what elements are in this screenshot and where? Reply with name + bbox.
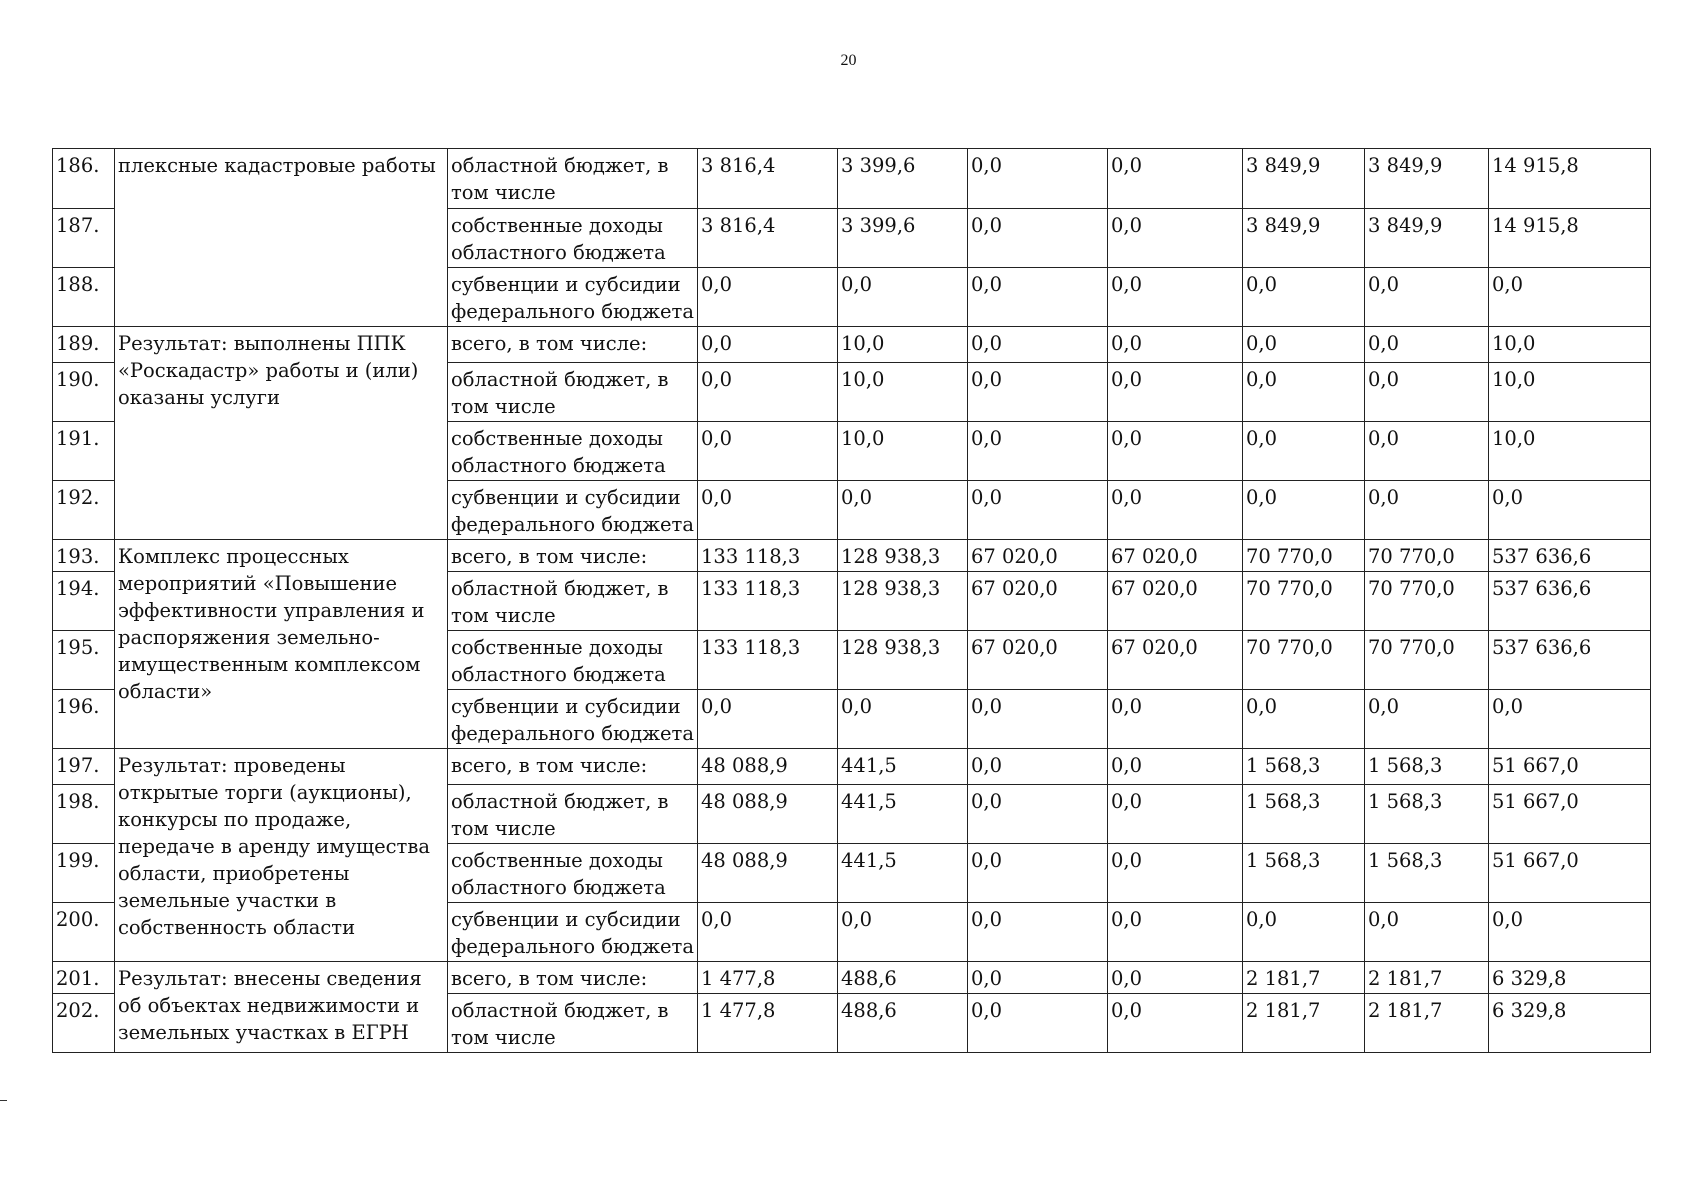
value-cell: 2 181,7 [1365,962,1489,994]
value-cell: 0,0 [968,422,1108,481]
budget-table [52,148,1651,1053]
funding-source: областной бюджет, в том числе [448,363,698,422]
value-cell: 3 849,9 [1243,209,1365,268]
value-cell: 0,0 [698,481,838,540]
total-value-cell: 10,0 [1489,327,1651,363]
value-cell: 70 770,0 [1365,572,1489,631]
value-cell: 67 020,0 [1108,572,1243,631]
value-cell: 0,0 [1365,690,1489,749]
value-cell: 0,0 [1108,209,1243,268]
row-number: 200. [53,903,115,962]
table-row [53,149,1651,209]
value-cell: 0,0 [1365,903,1489,962]
value-cell: 0,0 [1243,422,1365,481]
value-cell: 1 568,3 [1243,749,1365,785]
total-value-cell: 0,0 [1489,268,1651,327]
value-cell: 0,0 [1108,422,1243,481]
value-cell: 0,0 [1108,785,1243,844]
row-number: 202. [53,994,115,1053]
row-number: 201. [53,962,115,994]
value-cell: 0,0 [698,690,838,749]
value-cell: 488,6 [838,994,968,1053]
value-cell: 67 020,0 [968,572,1108,631]
total-value-cell: 537 636,6 [1489,631,1651,690]
value-cell: 0,0 [1108,962,1243,994]
value-cell: 10,0 [838,422,968,481]
value-cell: 0,0 [968,149,1108,209]
value-cell: 0,0 [1108,268,1243,327]
value-cell: 67 020,0 [968,540,1108,572]
value-cell: 67 020,0 [1108,631,1243,690]
value-cell: 70 770,0 [1243,540,1365,572]
row-number: 196. [53,690,115,749]
funding-source: субвенции и субсидии федерального бюджета [448,481,698,540]
value-cell: 3 816,4 [698,149,838,209]
value-cell: 0,0 [1365,327,1489,363]
value-cell: 1 568,3 [1243,844,1365,903]
value-cell: 0,0 [1243,327,1365,363]
funding-source: собственные доходы областного бюджета [448,844,698,903]
value-cell: 0,0 [1243,268,1365,327]
total-value-cell: 0,0 [1489,481,1651,540]
total-value-cell: 0,0 [1489,903,1651,962]
funding-source: областной бюджет, в том числе [448,572,698,631]
funding-source: всего, в том числе: [448,962,698,994]
value-cell: 0,0 [968,268,1108,327]
funding-source: областной бюджет, в том числе [448,994,698,1053]
value-cell: 0,0 [1365,481,1489,540]
funding-source: субвенции и субсидии федерального бюджета [448,268,698,327]
value-cell: 0,0 [968,481,1108,540]
funding-source: областной бюджет, в том числе [448,785,698,844]
value-cell: 67 020,0 [1108,540,1243,572]
value-cell: 67 020,0 [968,631,1108,690]
value-cell: 3 816,4 [698,209,838,268]
value-cell: 0,0 [968,903,1108,962]
value-cell: 2 181,7 [1365,994,1489,1053]
value-cell: 0,0 [968,749,1108,785]
funding-source: собственные доходы областного бюджета [448,422,698,481]
row-number: 195. [53,631,115,690]
value-cell: 0,0 [1108,690,1243,749]
value-cell: 133 118,3 [698,572,838,631]
value-cell: 133 118,3 [698,631,838,690]
page-number: 20 [840,52,857,69]
value-cell: 0,0 [1243,690,1365,749]
value-cell: 0,0 [1365,422,1489,481]
value-cell: 441,5 [838,749,968,785]
measure-description: Результат: внесены сведения об объектах недвижимости и земельных участках в ЕГРН [115,962,448,1053]
value-cell: 3 849,9 [1365,209,1489,268]
value-cell: 0,0 [698,327,838,363]
value-cell: 0,0 [1243,903,1365,962]
funding-source: всего, в том числе: [448,540,698,572]
value-cell: 48 088,9 [698,844,838,903]
value-cell: 0,0 [698,363,838,422]
value-cell: 1 477,8 [698,994,838,1053]
table-row [53,749,1651,785]
value-cell: 0,0 [1243,481,1365,540]
value-cell: 0,0 [968,327,1108,363]
value-cell: 0,0 [968,994,1108,1053]
total-value-cell: 51 667,0 [1489,785,1651,844]
value-cell: 128 938,3 [838,631,968,690]
value-cell: 0,0 [968,962,1108,994]
total-value-cell: 14 915,8 [1489,209,1651,268]
row-number: 187. [53,209,115,268]
total-value-cell: 10,0 [1489,363,1651,422]
value-cell: 3 399,6 [838,149,968,209]
row-number: 193. [53,540,115,572]
row-number: 186. [53,149,115,209]
funding-source: собственные доходы областного бюджета [448,209,698,268]
total-value-cell: 6 329,8 [1489,994,1651,1053]
total-value-cell: 6 329,8 [1489,962,1651,994]
value-cell: 0,0 [968,363,1108,422]
value-cell: 1 477,8 [698,962,838,994]
total-value-cell: 537 636,6 [1489,540,1651,572]
funding-source: субвенции и субсидии федерального бюджета [448,690,698,749]
funding-source: всего, в том числе: [448,749,698,785]
funding-source: собственные доходы областного бюджета [448,631,698,690]
value-cell: 3 399,6 [838,209,968,268]
value-cell: 0,0 [838,903,968,962]
measure-description: плексные кадастровые работы [115,149,448,327]
total-value-cell: 537 636,6 [1489,572,1651,631]
measure-description: Комплекс процессных мероприятий «Повышение эффективности управления и распоряжения земельно-имущественным комплексом области» [115,540,448,749]
total-value-cell: 10,0 [1489,422,1651,481]
row-number: 189. [53,327,115,363]
row-number: 197. [53,749,115,785]
value-cell: 1 568,3 [1243,785,1365,844]
value-cell: 0,0 [968,844,1108,903]
table-row [53,962,1651,994]
measure-description: Результат: проведены открытые торги (аукционы), конкурсы по продаже, передаче в аренду имущества области, приобретены земельные участки в собственность области [115,749,448,962]
value-cell: 0,0 [968,690,1108,749]
value-cell: 1 568,3 [1365,844,1489,903]
table-row [53,540,1651,572]
value-cell: 70 770,0 [1243,572,1365,631]
value-cell: 3 849,9 [1243,149,1365,209]
value-cell: 441,5 [838,785,968,844]
value-cell: 441,5 [838,844,968,903]
row-number: 198. [53,785,115,844]
value-cell: 70 770,0 [1243,631,1365,690]
value-cell: 0,0 [1108,994,1243,1053]
value-cell: 128 938,3 [838,572,968,631]
value-cell: 70 770,0 [1365,540,1489,572]
table-row [53,327,1651,363]
value-cell: 0,0 [1108,481,1243,540]
value-cell: 0,0 [1108,149,1243,209]
value-cell: 2 181,7 [1243,994,1365,1053]
row-number: 190. [53,363,115,422]
value-cell: 0,0 [1108,363,1243,422]
row-number: 194. [53,572,115,631]
row-number: 199. [53,844,115,903]
value-cell: 0,0 [1108,903,1243,962]
total-value-cell: 51 667,0 [1489,749,1651,785]
value-cell: 10,0 [838,327,968,363]
row-number: 191. [53,422,115,481]
value-cell: 1 568,3 [1365,785,1489,844]
value-cell: 0,0 [838,481,968,540]
value-cell: 0,0 [1365,268,1489,327]
margin-mark [0,1100,7,1101]
value-cell: 48 088,9 [698,749,838,785]
value-cell: 128 938,3 [838,540,968,572]
value-cell: 133 118,3 [698,540,838,572]
value-cell: 0,0 [1108,327,1243,363]
total-value-cell: 0,0 [1489,690,1651,749]
total-value-cell: 51 667,0 [1489,844,1651,903]
value-cell: 10,0 [838,363,968,422]
value-cell: 0,0 [1108,749,1243,785]
value-cell: 1 568,3 [1365,749,1489,785]
value-cell: 0,0 [1365,363,1489,422]
funding-source: субвенции и субсидии федерального бюджета [448,903,698,962]
value-cell: 0,0 [838,690,968,749]
value-cell: 0,0 [838,268,968,327]
value-cell: 0,0 [698,268,838,327]
value-cell: 0,0 [698,903,838,962]
value-cell: 0,0 [1243,363,1365,422]
value-cell: 0,0 [1108,844,1243,903]
value-cell: 3 849,9 [1365,149,1489,209]
funding-source: областной бюджет, в том числе [448,149,698,209]
value-cell: 70 770,0 [1365,631,1489,690]
value-cell: 48 088,9 [698,785,838,844]
row-number: 188. [53,268,115,327]
value-cell: 488,6 [838,962,968,994]
total-value-cell: 14 915,8 [1489,149,1651,209]
value-cell: 0,0 [968,209,1108,268]
value-cell: 2 181,7 [1243,962,1365,994]
row-number: 192. [53,481,115,540]
value-cell: 0,0 [968,785,1108,844]
funding-source: всего, в том числе: [448,327,698,363]
measure-description: Результат: выполнены ППК «Роскадастр» работы и (или) оказаны услуги [115,327,448,540]
value-cell: 0,0 [698,422,838,481]
